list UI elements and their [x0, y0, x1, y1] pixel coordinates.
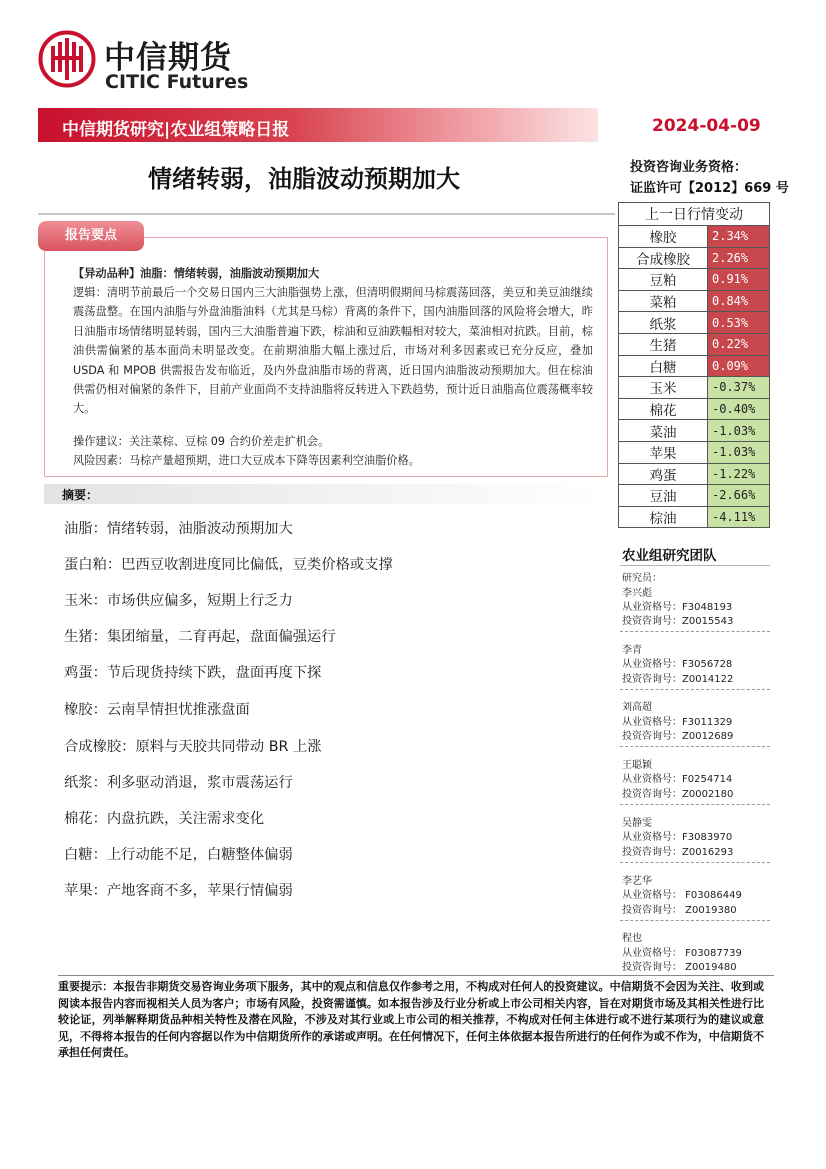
- change-value: -4.11%: [708, 506, 770, 528]
- change-value: 0.91%: [708, 269, 770, 291]
- table-row: [619, 226, 770, 248]
- summary-item: 合成橡胶：原料与天胶共同带动 BR 上涨: [64, 739, 322, 755]
- change-value: 2.34%: [708, 226, 770, 248]
- report-date: 2024-04-09: [652, 116, 761, 136]
- commodity-name: 鸡蛋: [619, 463, 708, 485]
- summary-item: 棉花：内盘抗跌，关注需求变化: [64, 811, 265, 827]
- qualification-license: 证监许可【2012】669 号: [630, 181, 789, 196]
- table-row: [619, 506, 770, 528]
- table-row: [619, 290, 770, 312]
- change-value: -1.22%: [708, 463, 770, 485]
- key-points-risk: 风险因素：马棕产量超预期，进口大豆成本下降等因素利空油脂价格。: [73, 454, 420, 467]
- team-separator: [620, 689, 770, 690]
- summary-item: 玉米：市场供应偏多，短期上行乏力: [64, 593, 293, 609]
- table-row: [619, 485, 770, 507]
- team-separator: [620, 746, 770, 747]
- market-change-table: [618, 202, 770, 528]
- commodity-name: 玉米: [619, 377, 708, 399]
- summary-label: 摘要：: [62, 488, 99, 502]
- member-consult: 投资咨询号：Z0002180: [622, 789, 734, 800]
- summary-bar: [44, 484, 606, 504]
- member-consult: 投资咨询号： Z0019480: [622, 962, 737, 973]
- disclaimer: 重要提示：本报告非期货交易咨询业务项下服务，其中的观点和信息仅作参考之用，不构成对任何人的投资建议。中信期货不会因为关注、收到或阅读本报告内容而视相关人员为客户；市场有风险，投资需谨慎。如本报告涉及行业分析或上市公司相关内容，旨在对期货市场及其相关性进行比较论证，列举解释期货品种相关特性及潜在风险，不涉及对其行业或上市公司的相关推荐，不构成对任何主体进行或不进行某项行为的建议或意见，不得将本报告的任何内容据以作为中信期货所作的承诺或声明。在任何情况下，任何主体依据本报告所进行的任何作为或不作为，中信期货不承担任何责任。: [58, 980, 764, 1060]
- citic-logo-icon: [38, 30, 96, 88]
- member-license: 从业资格号：F3083970: [622, 832, 733, 843]
- table-row: [619, 441, 770, 463]
- change-value: -1.03%: [708, 420, 770, 442]
- table-row: [619, 333, 770, 355]
- member-name: 程也: [622, 933, 642, 944]
- commodity-name: 豆粕: [619, 269, 708, 291]
- commodity-name: 棉花: [619, 398, 708, 420]
- table-row: [619, 398, 770, 420]
- table-row: [619, 269, 770, 291]
- table-row: [619, 377, 770, 399]
- member-license: 从业资格号： F03087739: [622, 948, 742, 959]
- summary-item: 纸浆：利多驱动消退，浆市震荡运行: [64, 775, 293, 791]
- summary-item: 蛋白粕：巴西豆收割进度同比偏低，豆类价格或支撑: [64, 557, 393, 573]
- table-row: [619, 355, 770, 377]
- change-value: 0.09%: [708, 355, 770, 377]
- commodity-name: 合成橡胶: [619, 247, 708, 269]
- team-title: 农业组研究团队: [622, 548, 717, 564]
- member-name: 李兴彪: [622, 588, 652, 599]
- commodity-name: 豆油: [619, 485, 708, 507]
- change-value: -0.40%: [708, 398, 770, 420]
- summary-item: 苹果：产地客商不多，苹果行情偏弱: [64, 883, 293, 899]
- member-name: 王聪颖: [622, 760, 652, 771]
- commodity-name: 橡胶: [619, 226, 708, 248]
- member-license: 从业资格号：F3056728: [622, 659, 733, 670]
- table-row: [619, 463, 770, 485]
- member-consult: 投资咨询号：Z0014122: [622, 674, 734, 685]
- key-points-logic: 逻辑：清明节前最后一个交易日国内三大油脂强势上涨，但清明假期间马棕震荡回落，美豆和美豆油继续震荡盘整。在国内油脂与外盘油脂油料（尤其是马棕）背离的条件下，国内油脂回落的风险将会增大，昨日油脂市场情绪明显转弱，国内三大油脂普遍下跌，棕油和豆油跌幅相对较大，菜油相对抗跌。目前，棕油供需偏紧的基本面尚未明显改变。在前期油脂大幅上涨过后，市场对利多因素或已充分反应，叠加 USDA 和 MPOB 供需报告发布临近，及内外盘油脂市场的背离，近日国内油脂波动预期加大。但在棕油供需仍相对偏紧的条件下，目前产业面尚不支持油脂将反转进入下跌趋势，预计近日油脂高位震荡概率较大。: [73, 286, 593, 416]
- title-divider: [38, 213, 615, 215]
- table-row: [619, 420, 770, 442]
- member-consult: 投资咨询号： Z0019380: [622, 905, 737, 916]
- key-points-operation: 操作建议：关注菜棕、豆棕 09 合约价差走扩机会。: [73, 435, 330, 448]
- member-license: 从业资格号： F03086449: [622, 890, 742, 901]
- member-consult: 投资咨询号：Z0016293: [622, 847, 734, 858]
- member-consult: 投资咨询号：Z0015543: [622, 616, 734, 627]
- team-separator: [620, 862, 770, 863]
- commodity-name: 苹果: [619, 441, 708, 463]
- team-separator: [620, 804, 770, 805]
- change-value: -2.66%: [708, 485, 770, 507]
- change-value: 0.22%: [708, 333, 770, 355]
- change-value: -0.37%: [708, 377, 770, 399]
- logo-text-en: CITIC Futures: [105, 71, 249, 93]
- commodity-name: 菜油: [619, 420, 708, 442]
- commodity-name: 菜粕: [619, 290, 708, 312]
- change-value: 0.53%: [708, 312, 770, 334]
- member-name: 李青: [622, 645, 642, 656]
- table-header-row: [619, 203, 770, 226]
- table-row: [619, 312, 770, 334]
- team-separator: [620, 920, 770, 921]
- team-separator: [620, 631, 770, 632]
- summary-item: 橡胶：云南旱情担忧推涨盘面: [64, 702, 250, 718]
- commodity-name: 白糖: [619, 355, 708, 377]
- summary-item: 鸡蛋：节后现货持续下跌，盘面再度下探: [64, 665, 322, 681]
- summary-item: 白糖：上行动能不足，白糖整体偏弱: [64, 847, 293, 863]
- commodity-name: 棕油: [619, 506, 708, 528]
- team-role-label: 研究员：: [622, 573, 662, 584]
- change-value: 0.84%: [708, 290, 770, 312]
- member-license: 从业资格号：F0254714: [622, 774, 733, 785]
- member-license: 从业资格号：F3011329: [622, 717, 733, 728]
- header-bar-title: 中信期货研究|农业组策略日报: [62, 120, 290, 140]
- market-change-title: 上一日行情变动: [619, 203, 770, 226]
- summary-item: 油脂：情绪转弱，油脂波动预期加大: [64, 521, 293, 537]
- member-name: 吴静雯: [622, 818, 652, 829]
- page-title: 情绪转弱，油脂波动预期加大: [148, 165, 460, 193]
- key-points-heading: 【异动品种】油脂：情绪转弱，油脂波动预期加大: [73, 267, 320, 280]
- member-name: 刘高超: [622, 702, 652, 713]
- commodity-name: 生猪: [619, 333, 708, 355]
- team-divider: [620, 565, 770, 566]
- summary-item: 生猪：集团缩量，二育再起，盘面偏强运行: [64, 629, 336, 645]
- logo-text-cn: 中信期货: [104, 40, 232, 76]
- change-value: -1.03%: [708, 441, 770, 463]
- commodity-name: 纸浆: [619, 312, 708, 334]
- key-points-tab: 报告要点: [38, 221, 144, 251]
- table-row: [619, 247, 770, 269]
- disclaimer-divider: [58, 975, 774, 976]
- change-value: 2.26%: [708, 247, 770, 269]
- qualification-label: 投资咨询业务资格：: [630, 160, 748, 175]
- member-license: 从业资格号：F3048193: [622, 602, 733, 613]
- member-name: 李艺华: [622, 876, 652, 887]
- member-consult: 投资咨询号：Z0012689: [622, 731, 734, 742]
